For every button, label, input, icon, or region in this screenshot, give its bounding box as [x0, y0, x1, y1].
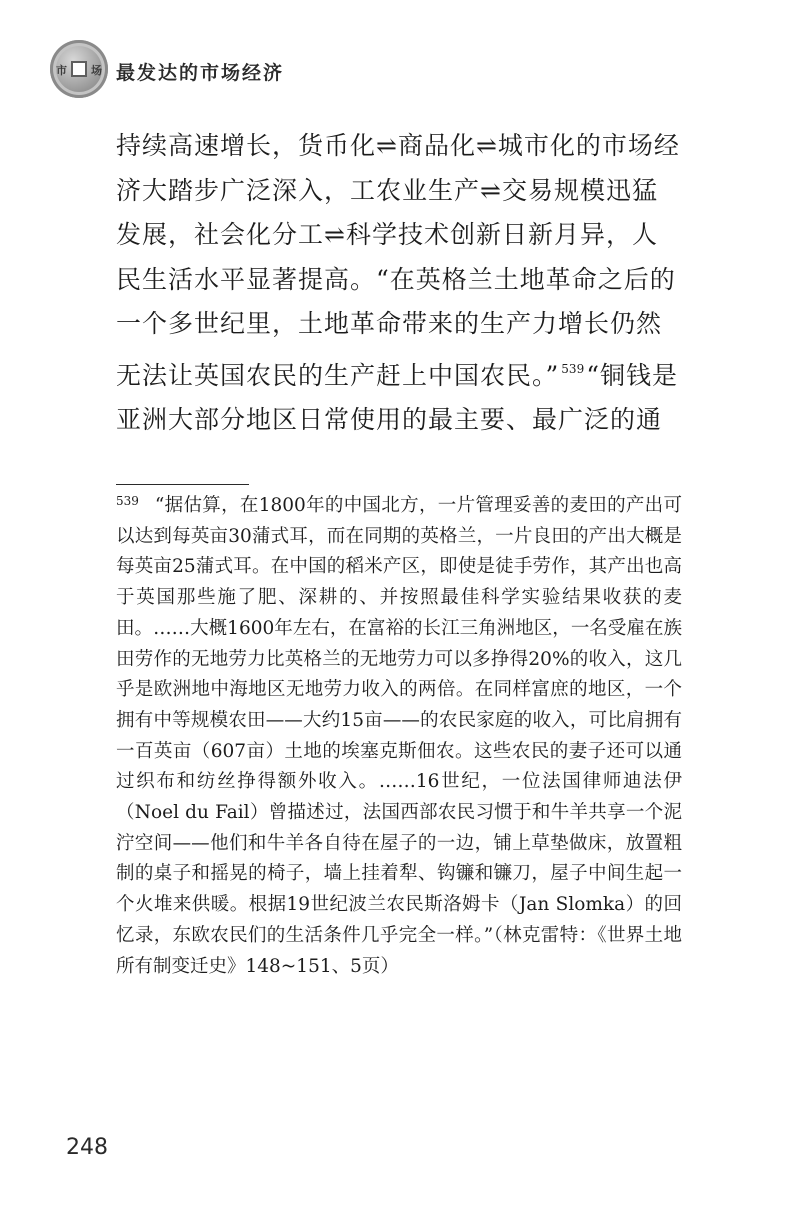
page-number: 248: [66, 1135, 108, 1160]
coin-glyph-left: 市: [56, 64, 67, 77]
coin-glyph-right: 场: [91, 64, 102, 77]
footnote-reference[interactable]: 539: [561, 361, 585, 376]
footnote: [116, 486, 682, 982]
coin-logo-icon: [50, 40, 108, 98]
footnote-divider: [116, 484, 249, 485]
body-paragraph: [116, 124, 682, 443]
body-text-part-1: 持续高速增长，货币化⇌商品化⇌城市化的市场经济大踏步广泛深入，工农业生产⇌交易规模迅猛发展，社会化分工⇌科学技术创新日新月异，人民生活水平显著提高。“在英格兰土地革命之后的一个多世纪里，土地革命带来的生产力增长仍然无法让英国农民的生产赶上中国农民。”: [116, 131, 680, 390]
body-text-part-2: “铜钱是亚洲大部分地区日常使用的最主要、最广泛的通: [116, 360, 678, 434]
chapter-title: 最发达的市场经济: [116, 62, 285, 84]
running-header: [50, 40, 750, 100]
footnote-number: 539: [116, 494, 139, 508]
footnote-text: “据估算，在1800年的中国北方，一片管理妥善的麦田的产出可以达到每英亩30蒲式耳，而在同期的英格兰，一片良田的产出大概是每英亩25蒲式耳。在中国的稻米产区，即使是徒手劳作，其产出也高于英国那些施了肥、深耕的、并按照最佳科学实验结果收获的麦田。……大概1600年左右，在富裕的长江三角洲地区，一名受雇在族田劳作的无地劳力比英格兰的无地劳力可以多挣得20%的收入，这几乎是欧洲地中海地区无地劳力收入的两倍。在同样富庶的地区，一个拥有中等规模农田——大约15亩——的农民家庭的收入，可比肩拥有一百英亩（607亩）土地的埃塞克斯佃农。这些农民的妻子还可以通过织布和纺丝挣得额外收入。……16世纪，一位法国律师迪法伊（Noel du Fail）曾描述过，法国西部农民习惯于和牛羊共享一个泥泞空间——他们和牛羊各自待在屋子的一边，铺上草垫做床，放置粗制的桌子和摇晃的椅子，墙上挂着犁、钩镰和镰刀，屋子中间生起一个火堆来供暖。根据19世纪波兰农民斯洛姆卡（Jan Slomka）的回忆录，东欧农民们的生活条件几乎完全一样。”（林克雷特：《世界土地所有制变迁史》148~151、5页）: [116, 495, 682, 977]
coin-square-hole: [71, 61, 87, 77]
